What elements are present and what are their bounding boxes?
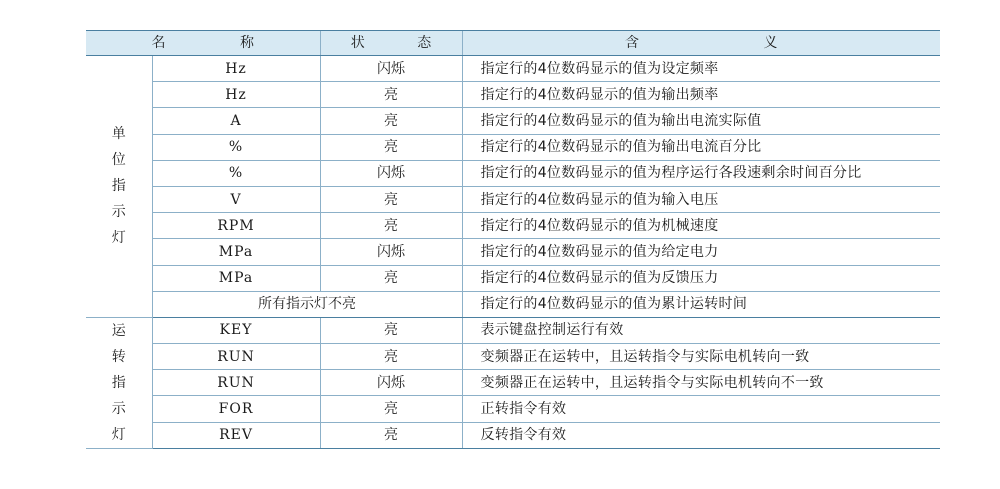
indicator-name: MPa: [152, 265, 320, 291]
run-indicator-category: [86, 317, 152, 448]
indicator-name: A: [152, 108, 320, 134]
category-char: 转: [111, 348, 126, 365]
indicator-name: MPa: [152, 239, 320, 265]
indicator-state: 亮: [320, 396, 462, 422]
table-row: [86, 134, 940, 160]
table-row: [86, 422, 940, 448]
category-char: 指: [111, 374, 126, 391]
indicator-state: 亮: [320, 186, 462, 212]
indicator-state: 亮: [320, 422, 462, 448]
table-row: [86, 396, 940, 422]
indicator-meaning: 变频器正在运转中，且运转指令与实际电机转向不一致: [462, 370, 940, 396]
table-row: [86, 265, 940, 291]
indicator-state: 闪烁: [320, 160, 462, 186]
indicator-meaning: 指定行的4位数码显示的值为输出电流实际值: [462, 108, 940, 134]
category-char: 示: [111, 400, 126, 417]
indicator-state: 闪烁: [320, 56, 462, 82]
indicator-state: 亮: [320, 344, 462, 370]
unit-indicator-category: [86, 56, 152, 318]
indicator-name: FOR: [152, 396, 320, 422]
indicator-meaning: 变频器正在运转中，且运转指令与实际电机转向一致: [462, 344, 940, 370]
header-state: 状 态: [320, 31, 462, 56]
header-meaning: 含 义: [462, 31, 940, 56]
indicator-name: KEY: [152, 317, 320, 343]
indicator-state: 闪烁: [320, 370, 462, 396]
table-row: [86, 56, 940, 82]
indicator-meaning: 指定行的4位数码显示的值为机械速度: [462, 213, 940, 239]
category-char: 运: [111, 322, 126, 339]
category-char: 单: [111, 126, 126, 143]
indicator-name: RUN: [152, 370, 320, 396]
table-row: [86, 108, 940, 134]
indicator-state: 闪烁: [320, 239, 462, 265]
category-char: 指: [111, 178, 126, 195]
indicator-name: REV: [152, 422, 320, 448]
indicator-meaning: 指定行的4位数码显示的值为设定频率: [462, 56, 940, 82]
table-row: [86, 213, 940, 239]
table-row: [86, 160, 940, 186]
table-row: [86, 317, 940, 343]
indicator-meaning: 指定行的4位数码显示的值为输出电流百分比: [462, 134, 940, 160]
indicator-meaning: 指定行的4位数码显示的值为累计运转时间: [462, 291, 940, 317]
indicator-state: 亮: [320, 82, 462, 108]
indicator-meaning: 指定行的4位数码显示的值为输出频率: [462, 82, 940, 108]
indicator-name: Hz: [152, 82, 320, 108]
table-header-row: [86, 31, 940, 56]
indicator-meaning: 指定行的4位数码显示的值为反馈压力: [462, 265, 940, 291]
indicator-name: V: [152, 186, 320, 212]
indicator-state: 亮: [320, 317, 462, 343]
table-row: [86, 239, 940, 265]
all-off-label: 所有指示灯不亮: [152, 291, 462, 317]
table-row: [86, 82, 940, 108]
indicator-name: Hz: [152, 56, 320, 82]
indicator-meaning: 表示键盘控制运行有效: [462, 317, 940, 343]
indicator-name: RPM: [152, 213, 320, 239]
category-char: 灯: [111, 426, 126, 443]
header-name: 名 称: [86, 31, 320, 56]
category-char: 位: [111, 152, 126, 169]
table-row: [86, 186, 940, 212]
indicator-meaning: 指定行的4位数码显示的值为输入电压: [462, 186, 940, 212]
indicator-state: 亮: [320, 213, 462, 239]
indicator-table: [86, 30, 940, 449]
indicator-meaning: 正转指令有效: [462, 396, 940, 422]
category-char: 示: [111, 204, 126, 221]
indicator-name: RUN: [152, 344, 320, 370]
table-row: [86, 344, 940, 370]
category-char: 灯: [111, 230, 126, 247]
indicator-meaning: 指定行的4位数码显示的值为给定电力: [462, 239, 940, 265]
indicator-meaning: 指定行的4位数码显示的值为程序运行各段速剩余时间百分比: [462, 160, 940, 186]
table-row: [86, 291, 940, 317]
indicator-state: 亮: [320, 108, 462, 134]
indicator-name: %: [152, 160, 320, 186]
indicator-name: %: [152, 134, 320, 160]
indicator-state: 亮: [320, 265, 462, 291]
indicator-meaning: 反转指令有效: [462, 422, 940, 448]
table-row: [86, 370, 940, 396]
indicator-state: 亮: [320, 134, 462, 160]
